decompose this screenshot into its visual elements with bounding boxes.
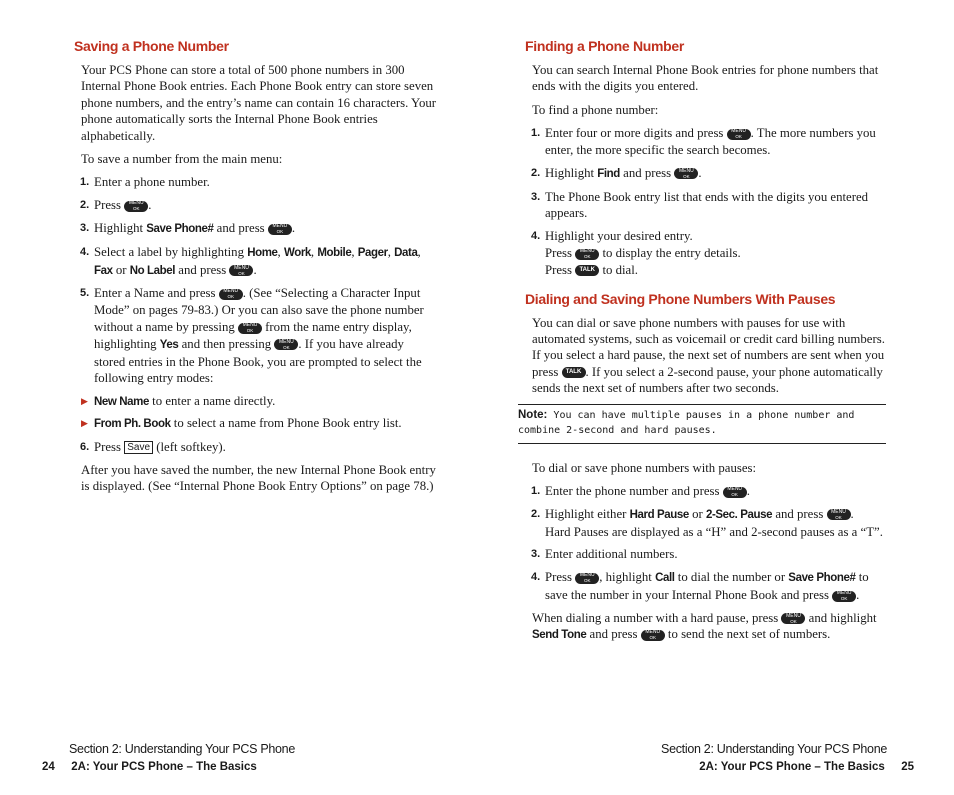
entry-mode-from-phone-book bbox=[80, 415, 436, 433]
step-number: 4. bbox=[531, 230, 541, 243]
pauses-lead-paragraph: To dial or save phone numbers with pauses: bbox=[532, 460, 757, 475]
menu-ok-key-icon: MENU OK bbox=[827, 509, 851, 520]
step-number: 6. bbox=[80, 440, 90, 453]
option-yes: Yes bbox=[159, 338, 179, 351]
right-footer-page bbox=[699, 757, 914, 775]
label-option-no-label: No Label bbox=[129, 264, 176, 277]
footer-subtitle-right: 2A: Your PCS Phone – The Basics bbox=[699, 761, 885, 773]
menu-ok-key-icon: MENU OK bbox=[727, 129, 751, 140]
step-text: Enter a Name and press bbox=[94, 286, 216, 301]
paragraph-text: . If you select a 2-second pause, your phone automatically sends the next set of numbers after two seconds. bbox=[532, 364, 883, 396]
entry-mode-text: to enter a name directly. bbox=[152, 394, 276, 409]
note-label: Note: bbox=[518, 408, 548, 421]
pauses-intro-paragraph bbox=[532, 315, 887, 397]
entry-mode-text: to select a name from Phone Book entry list. bbox=[173, 416, 402, 430]
finding-intro-paragraph: You can search Internal Phone Book entries for phone numbers that ends with the digits you entered. bbox=[532, 63, 879, 94]
step-number: 2. bbox=[531, 507, 541, 520]
step-text: Enter a phone number. bbox=[94, 175, 210, 190]
step-text: Highlight bbox=[545, 165, 595, 180]
label-option-mobile: Mobile bbox=[317, 246, 352, 259]
saving-step-1 bbox=[80, 174, 436, 191]
step-text: to dial. bbox=[602, 262, 638, 277]
menu-ok-key-icon: MENU OK bbox=[575, 249, 599, 260]
paragraph-text: and highlight bbox=[808, 610, 877, 625]
step-text: Press bbox=[545, 246, 573, 260]
step-text: to dial the number or bbox=[677, 570, 786, 585]
step-text: and press bbox=[216, 221, 265, 236]
finding-steps-list bbox=[531, 125, 887, 278]
footer-section-title: Section 2: Understanding Your PCS Phone bbox=[661, 742, 887, 756]
saving-step-3: 3. Highlight Save Phone# and press MENU OK . bbox=[80, 221, 296, 236]
step-text: The Phone Book entry list that ends with the digits you entered appears. bbox=[545, 189, 869, 221]
step-number: 4. bbox=[80, 245, 90, 258]
menu-ok-key-icon: MENU OK bbox=[641, 630, 665, 641]
step-text: . (See “Selecting a Character Input Mode” on pages 79-83.) Or you can also save the phone number without a name by pressing bbox=[94, 286, 424, 335]
pauses-step-1: 1. Enter the phone number and press MENU OK . bbox=[531, 484, 750, 499]
heading-dialing-with-pauses: Dialing and Saving Phone Numbers With Pauses bbox=[525, 290, 836, 307]
paragraph-text: You can dial or save phone numbers with pauses for use with automated systems, such as voicemail or credit card billing numbers. If you select a hard pause, the next set of numbers are sent when you press bbox=[532, 315, 885, 379]
step-text: Highlight either bbox=[545, 506, 627, 521]
label-option-pager: Pager bbox=[357, 246, 388, 259]
talk-key-icon: TALK bbox=[562, 367, 586, 378]
step-text: and then pressing bbox=[181, 336, 272, 351]
step-text: and press bbox=[775, 506, 824, 521]
label-option-home: Home bbox=[247, 246, 278, 259]
menu-ok-key-icon: MENU OK bbox=[124, 201, 148, 212]
menu-option-save-phone: Save Phone# bbox=[146, 223, 214, 236]
saving-steps-list-continued bbox=[80, 439, 436, 456]
menu-ok-key-icon: MENU OK bbox=[674, 168, 698, 179]
saving-outro-paragraph: After you have saved the number, the new Internal Phone Book entry is displayed. (See “Internal Phone Book Entry Options” on page 78.) bbox=[81, 462, 436, 493]
step-text: from the name entry display, highlighting bbox=[94, 320, 412, 351]
step-text: Enter additional numbers. bbox=[545, 547, 678, 562]
option-save-phone: Save Phone# bbox=[788, 572, 856, 585]
entry-mode-label: From Ph. Book bbox=[94, 418, 171, 430]
step-number: 5. bbox=[80, 287, 90, 300]
menu-ok-key-icon: MENU OK bbox=[229, 265, 253, 276]
note-box bbox=[518, 404, 886, 444]
step-number: 3. bbox=[531, 190, 541, 203]
menu-ok-key-icon: MENU OK bbox=[723, 487, 747, 498]
finding-step-4 bbox=[531, 228, 887, 278]
step-text: Highlight your desired entry. bbox=[545, 229, 693, 244]
pauses-step-2: 2. Highlight either Hard Pause or 2-Sec. Pause and press MENU OK . Hard Pauses are displayed as a “H” and 2-second pauses as a “T”. bbox=[531, 506, 883, 539]
step-text: Press bbox=[545, 262, 573, 277]
option-call: Call bbox=[655, 572, 675, 585]
saving-step-6 bbox=[80, 439, 436, 456]
step-number: 1. bbox=[531, 485, 541, 498]
left-page-column bbox=[74, 34, 436, 501]
step-text: Enter four or more digits and press bbox=[545, 126, 724, 141]
menu-ok-key-icon: MENU OK bbox=[832, 591, 856, 602]
menu-ok-key-icon: MENU OK bbox=[575, 573, 599, 584]
saving-steps-list bbox=[80, 174, 436, 387]
step-number: 1. bbox=[531, 127, 541, 140]
menu-ok-key-icon: MENU OK bbox=[781, 613, 805, 624]
bullet-triangle-icon: ▶ bbox=[81, 418, 88, 428]
step-text: . The more numbers you enter, the more specific the search becomes. bbox=[545, 126, 876, 158]
paragraph-text: and press bbox=[589, 627, 638, 642]
page-number-left: 24 bbox=[42, 761, 55, 773]
finding-step-1 bbox=[531, 125, 887, 159]
saving-step-2: 2. Press MENU OK . bbox=[80, 198, 152, 213]
step-text: , highlight bbox=[599, 570, 652, 585]
step-text: Press bbox=[94, 439, 122, 454]
step-text: Press bbox=[94, 198, 122, 213]
step-text: Select a label by highlighting bbox=[94, 244, 244, 259]
page-number-right: 25 bbox=[901, 761, 914, 773]
entry-mode-label: New Name bbox=[94, 396, 149, 409]
note-text: You can have multiple pauses in a phone number and combine 2-second and hard pauses. bbox=[518, 409, 855, 436]
menu-ok-key-icon: MENU OK bbox=[274, 339, 298, 350]
step-text: or bbox=[692, 506, 703, 521]
step-number: 2. bbox=[80, 199, 90, 212]
finding-step-2: 2. Highlight Find and press MENU OK . bbox=[531, 165, 702, 180]
option-hard-pause: Hard Pause bbox=[629, 508, 689, 521]
heading-saving-phone-number: Saving a Phone Number bbox=[74, 38, 229, 54]
step-number: 4. bbox=[531, 571, 541, 584]
step-number: 3. bbox=[531, 548, 541, 561]
step-text: Enter the phone number and press bbox=[545, 484, 720, 499]
step-number: 2. bbox=[531, 166, 541, 179]
menu-option-find: Find bbox=[597, 167, 620, 180]
saving-step-4: 4. Select a label by highlighting Home, Work, Mobile, Pager, Data, Fax or No Label and press MENU OK . bbox=[80, 244, 421, 277]
pauses-step-4: 4. Press MENU OK , highlight Call to dial the number or Save Phone# to save the number in your Internal Phone Book and press MENU OK . bbox=[531, 570, 869, 603]
step-text: to save the number in your Internal Phone Book and press bbox=[545, 570, 869, 603]
step-text: or bbox=[115, 262, 127, 277]
step-text: Highlight bbox=[94, 221, 144, 236]
left-footer-section bbox=[69, 740, 295, 758]
pauses-step-3 bbox=[531, 546, 887, 563]
menu-ok-key-icon: MENU OK bbox=[219, 289, 243, 300]
label-option-work: Work bbox=[283, 246, 311, 259]
option-send-tone: Send Tone bbox=[532, 629, 587, 642]
saving-step-5 bbox=[80, 285, 436, 387]
step-number: 3. bbox=[80, 222, 90, 235]
saving-lead-paragraph: To save a number from the main menu: bbox=[81, 152, 283, 167]
step-number: 1. bbox=[80, 176, 90, 189]
step-text: Press bbox=[545, 570, 573, 585]
footer-subtitle-left: 2A: Your PCS Phone – The Basics bbox=[71, 761, 257, 773]
heading-finding-phone-number: Finding a Phone Number bbox=[525, 38, 685, 54]
menu-ok-key-icon: MENU OK bbox=[268, 224, 292, 235]
left-footer-page bbox=[42, 757, 257, 775]
right-footer-section bbox=[661, 740, 887, 758]
option-2-sec-pause: 2-Sec. Pause bbox=[705, 508, 773, 521]
hard-pause-paragraph bbox=[532, 610, 887, 644]
paragraph-text: When dialing a number with a hard pause, press bbox=[532, 610, 779, 625]
label-option-fax: Fax bbox=[94, 264, 113, 277]
step-text: and press bbox=[178, 262, 227, 277]
talk-key-icon: TALK bbox=[575, 265, 599, 276]
pauses-steps-list bbox=[531, 483, 887, 604]
label-option-data: Data bbox=[394, 246, 418, 259]
save-softkey-label: Save bbox=[124, 441, 153, 454]
bullet-triangle-icon: ▶ bbox=[81, 396, 88, 407]
paragraph-text: to send the next set of numbers. bbox=[667, 627, 831, 642]
entry-modes-list bbox=[80, 393, 436, 433]
step-text: (left softkey). bbox=[156, 439, 226, 454]
step-text: . If you have already stored entries in the Phone Book, you are prompted to select the following entry modes: bbox=[94, 336, 422, 386]
menu-ok-key-icon: MENU OK bbox=[238, 323, 262, 334]
saving-intro-paragraph: Your PCS Phone can store a total of 500 phone numbers in 300 Internal Phone Book entries. Each Phone Book entry can store seven phone numbers, and the entry’s name can contain 16 characters. Your phone automatically sorts the Internal Phone Book entries alphabetically. bbox=[81, 63, 437, 143]
step-text: and press bbox=[623, 165, 672, 180]
finding-step-3 bbox=[531, 189, 887, 223]
footer-section-title: Section 2: Understanding Your PCS Phone bbox=[69, 742, 295, 756]
step-text: Hard Pauses are displayed as a “H” and 2-second pauses as a “T”. bbox=[545, 524, 883, 539]
step-text: to display the entry details. bbox=[602, 246, 741, 260]
right-page-column bbox=[518, 34, 887, 651]
entry-mode-new-name bbox=[80, 393, 436, 411]
finding-lead-paragraph: To find a phone number: bbox=[532, 102, 659, 117]
